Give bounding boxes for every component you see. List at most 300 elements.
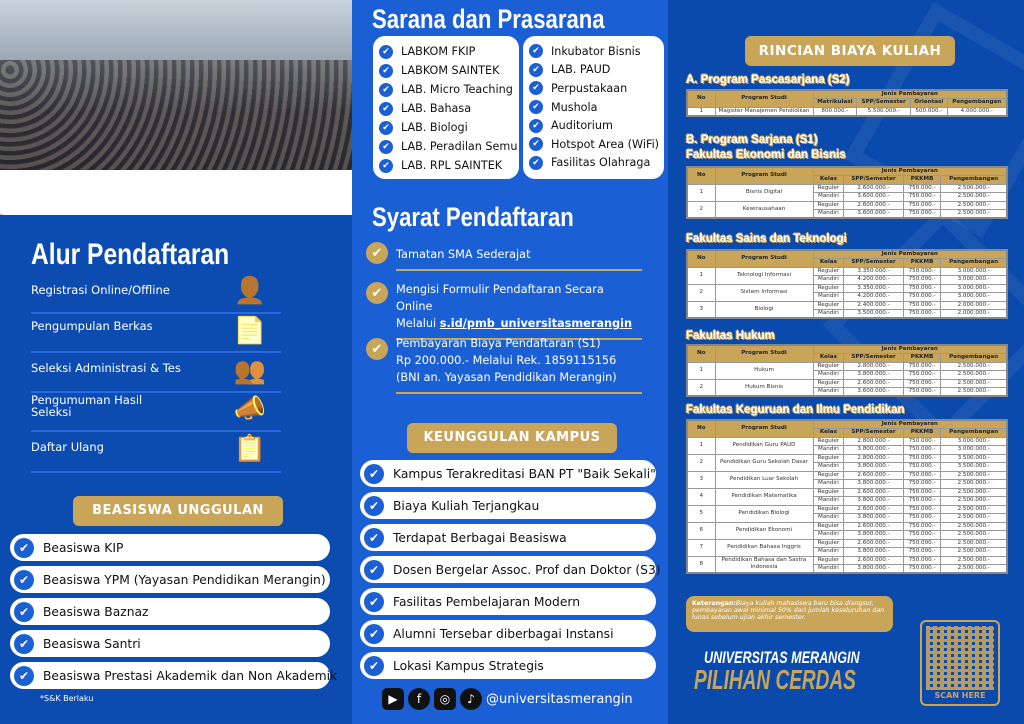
sarana-label: LAB. RPL SAINTEK <box>401 159 503 172</box>
fee-cell: 2.500.000.- <box>941 514 1007 523</box>
social-links <box>382 688 633 710</box>
program-name: Bisnis Digital <box>715 184 813 201</box>
table-cell: 1 <box>687 107 715 116</box>
fee-cell: 750.000.- <box>903 556 941 565</box>
fee-cell: Reguler <box>813 539 844 548</box>
tiktok-icon[interactable]: ♪ <box>460 688 482 710</box>
check-icon: ✔ <box>379 45 393 59</box>
program-name: Pendidikan Matematika <box>715 488 813 505</box>
program-name: Pendidikan Guru Sekolah Dasar <box>715 454 813 471</box>
program-no: 3 <box>687 471 715 488</box>
fee-cell: Reguler <box>813 379 844 388</box>
fee-cell: 2.800.000.- <box>844 362 903 371</box>
beasiswa-title: BEASISWA UNGGULAN <box>73 496 283 526</box>
table-header-row <box>687 345 1007 354</box>
program-name: Hukum Bisnis <box>715 379 813 396</box>
keunggulan-item <box>360 492 656 519</box>
header-jenis: Jenis Pembayaran <box>813 420 1007 429</box>
fee-cell: 3.800.000.- <box>844 497 903 506</box>
fee-cell: 750.000.- <box>903 362 941 371</box>
alur-step-label: Daftar Ulang <box>31 440 104 454</box>
table-row <box>687 454 1007 463</box>
fee-cell: 2.500.000.- <box>941 379 1007 388</box>
header-jenis: Jenis Pembayaran <box>813 90 1007 99</box>
faculty-heading: Fakultas Keguruan dan Ilmu Pendidikan <box>686 404 905 416</box>
program-no: 1 <box>687 437 715 454</box>
check-icon: ✔ <box>379 159 393 173</box>
header-prodi: Program Studi <box>715 250 813 267</box>
keunggulan-label: Lokasi Kampus Strategis <box>393 658 544 673</box>
header-no: No <box>687 167 715 184</box>
fee-cell: Reguler <box>813 284 844 293</box>
header-col: Pengembangan <box>941 354 1007 363</box>
fee-cell: Mandiri <box>813 388 844 397</box>
sarana-title: Sarana dan Prasarana <box>372 4 605 34</box>
fee-cell: 750.000.- <box>903 522 941 531</box>
header-col: Pengembangan <box>941 259 1007 268</box>
check-icon: ✔ <box>14 634 34 654</box>
faculty-heading: Fakultas Ekonomi dan Bisnis <box>686 149 846 161</box>
fee-cell: 2.500.000.- <box>941 548 1007 557</box>
sarana-item <box>529 116 664 135</box>
sarana-item <box>379 137 519 156</box>
keunggulan-label: Kampus Terakreditasi BAN PT "Baik Sekali" <box>393 466 656 481</box>
program-no: 5 <box>687 505 715 522</box>
sarana-list-right <box>523 36 664 179</box>
megaphone-icon: 📣 <box>233 394 267 424</box>
beasiswa-label: Beasiswa YPM (Yayasan Pendidikan Merangin) <box>43 572 326 587</box>
header-col: Kelas <box>813 259 844 268</box>
header-jenis: Jenis Pembayaran <box>813 167 1007 176</box>
header-col: Pengembangan <box>947 99 1007 108</box>
fee-cell: 2.500.000.- <box>941 184 1007 193</box>
header-col: Pengembangan <box>941 429 1007 438</box>
header-col: Kelas <box>813 429 844 438</box>
check-icon: ✔ <box>366 242 388 264</box>
sarana-label: Perpustakaan <box>551 81 628 95</box>
fee-cell: Reguler <box>813 267 844 276</box>
sarana-item <box>379 156 519 175</box>
fee-cell: 750.000.- <box>903 539 941 548</box>
facebook-icon[interactable]: f <box>408 688 430 710</box>
fee-cell: 2.500.000.- <box>941 531 1007 540</box>
fee-cell: 3.000.000.- <box>941 437 1007 446</box>
table-cell: 800.000.- <box>813 107 857 116</box>
header-no: No <box>687 250 715 267</box>
fee-cell: 2.500.000.- <box>941 539 1007 548</box>
fee-cell: 2.500.000.- <box>941 556 1007 565</box>
fee-cell: Reguler <box>813 437 844 446</box>
fee-cell: 2.500.000.- <box>941 488 1007 497</box>
fee-cell: Mandiri <box>813 548 844 557</box>
sarana-label: LAB. Biologi <box>401 121 468 134</box>
fee-cell: 2.500.000.- <box>941 193 1007 202</box>
keunggulan-item <box>360 588 656 615</box>
fee-cell: 3.600.000.- <box>844 193 903 202</box>
fee-cell: 2.500.000.- <box>941 362 1007 371</box>
table-row <box>687 379 1007 388</box>
fee-cell: 2.800.000.- <box>844 454 903 463</box>
header-prodi: Program Studi <box>715 420 813 437</box>
fee-cell: 750.000.- <box>903 488 941 497</box>
keunggulan-item <box>360 460 656 487</box>
fee-cell: 3.800.000.- <box>844 548 903 557</box>
fee-cell: 750.000.- <box>903 276 941 285</box>
table-row <box>687 184 1007 193</box>
header-col: PKKMB <box>903 259 941 268</box>
fee-cell: Reguler <box>813 556 844 565</box>
sarana-item <box>379 42 519 61</box>
fee-cell: 3.600.000.- <box>844 210 903 219</box>
keunggulan-label: Fasilitas Pembelajaran Modern <box>393 594 581 609</box>
registration-link[interactable]: s.id/pmb_universitasmerangin <box>439 317 633 330</box>
table-row <box>687 267 1007 276</box>
keterangan-note: Keterangan:Biaya kuliah mahasiswa baru bisa diangsur, pembayaran awal minimal 50% dari jumlah keseluruhan dan lunas sebelum ujian akhir semester. <box>686 596 893 632</box>
sarana-label: Fasilitas Olahraga <box>551 156 651 170</box>
keunggulan-item <box>360 556 661 583</box>
fee-cell: 2.600.000.- <box>844 184 903 193</box>
fee-cell: 750.000.- <box>903 210 941 219</box>
beasiswa-label: Beasiswa Prestasi Akademik dan Non Akademik <box>43 668 338 683</box>
faculty-fee-table <box>686 249 1008 319</box>
fee-cell: 3.000.000.- <box>941 267 1007 276</box>
fee-cell: 3.350.000.- <box>844 284 903 293</box>
form-icon: 📋 <box>233 434 267 464</box>
fee-cell: 2.600.000.- <box>844 471 903 480</box>
program-name: Sistem Informasi <box>715 284 813 301</box>
qr-code[interactable]: SCAN HERE <box>920 620 1000 706</box>
check-icon: ✔ <box>529 119 543 133</box>
fee-cell: Reguler <box>813 505 844 514</box>
fee-cell: 750.000.- <box>903 505 941 514</box>
fee-cell: Reguler <box>813 522 844 531</box>
header-jenis: Jenis Pembayaran <box>813 345 1007 354</box>
header-col: SPP/Semester <box>844 259 903 268</box>
s2-fee-table <box>686 89 1008 117</box>
program-name: Pendidikan Bahasa dan Sastra Indonesia <box>715 556 813 573</box>
check-icon: ✔ <box>366 282 388 304</box>
header-jenis: Jenis Pembayaran <box>813 250 1007 259</box>
fee-cell: Mandiri <box>813 463 844 472</box>
fee-cell: Reguler <box>813 454 844 463</box>
fee-cell: 4.200.000.- <box>844 293 903 302</box>
faculty-heading: Fakultas Sains dan Teknologi <box>686 233 847 245</box>
program-no: 2 <box>687 201 715 218</box>
beasiswa-label: Beasiswa Santri <box>43 636 141 651</box>
alur-step-label: Seleksi Administrasi & Tes <box>31 361 181 375</box>
header-col: PKKMB <box>903 354 941 363</box>
program-name: Kewirausahaan <box>715 201 813 218</box>
sarana-item <box>379 61 519 80</box>
header-col: SPP/Semester <box>844 176 903 185</box>
check-icon: ✔ <box>529 81 543 95</box>
fee-cell: 750.000.- <box>903 284 941 293</box>
sarana-label: LAB. Bahasa <box>401 102 472 115</box>
fee-cell: 2.600.000.- <box>844 379 903 388</box>
fee-cell: 4.200.000.- <box>844 276 903 285</box>
table-row <box>687 488 1007 497</box>
fee-cell: 3.800.000.- <box>844 514 903 523</box>
beasiswa-item <box>10 662 338 689</box>
fee-cell: 2.000.000.- <box>941 301 1007 310</box>
fee-cell: 2.500.000.- <box>941 471 1007 480</box>
program-no: 7 <box>687 539 715 556</box>
fee-cell: 2.600.000.- <box>844 201 903 210</box>
keunggulan-label: Biaya Kuliah Terjangkau <box>393 498 540 513</box>
keunggulan-label: Terdapat Berbagai Beasiswa <box>393 530 567 545</box>
syarat-item: Tamatan SMA Sederajat <box>396 246 642 271</box>
fee-cell: 3.800.000.- <box>844 480 903 489</box>
fee-cell: 750.000.- <box>903 454 941 463</box>
middle-panel <box>352 0 668 724</box>
fee-cell: 3.000.000.- <box>941 446 1007 455</box>
fee-cell: 2.600.000.- <box>844 522 903 531</box>
table-cell: 5.500.000.- <box>857 107 911 116</box>
sarana-item <box>529 154 664 173</box>
fee-cell: 750.000.- <box>903 446 941 455</box>
keunggulan-item <box>360 620 656 647</box>
check-icon: ✔ <box>529 156 543 170</box>
table-row <box>687 107 1007 116</box>
check-icon: ✔ <box>14 538 34 558</box>
beasiswa-item <box>10 534 330 561</box>
fee-cell: 3.000.000.- <box>941 276 1007 285</box>
check-icon: ✔ <box>529 137 543 151</box>
fee-cell: 750.000.- <box>903 497 941 506</box>
fee-cell: 750.000.- <box>903 531 941 540</box>
check-icon: ✔ <box>379 140 393 154</box>
program-no: 2 <box>687 284 715 301</box>
program-name: Pendidikan Ekonomi <box>715 522 813 539</box>
keunggulan-label: Dosen Bergelar Assoc. Prof dan Doktor (S3) <box>393 562 661 577</box>
people-selection-icon: 👥 <box>233 356 267 386</box>
table-cell: 500.000.- <box>911 107 947 116</box>
program-no: 3 <box>687 301 715 318</box>
sarana-item <box>529 98 664 117</box>
s2-heading: A. Program Pascasarjana (S2) <box>686 74 850 86</box>
fee-cell: 2.500.000.- <box>941 201 1007 210</box>
alur-step-label: Pengumuman Hasil Seleksi <box>31 393 143 419</box>
fee-cell: 3.600.000.- <box>844 388 903 397</box>
fee-cell: 750.000.- <box>903 548 941 557</box>
beasiswa-label: Beasiswa Baznaz <box>43 604 149 619</box>
fee-cell: 2.600.000.- <box>844 556 903 565</box>
document-icon: 📄 <box>233 316 267 346</box>
alur-title: Alur Pendaftaran <box>31 238 230 271</box>
fee-cell: Reguler <box>813 471 844 480</box>
table-cell: Magister Manajemen Pendidikan <box>715 107 813 116</box>
program-no: 6 <box>687 522 715 539</box>
fee-cell: Mandiri <box>813 480 844 489</box>
fee-cell: 2.000.000.- <box>941 310 1007 319</box>
header-col: Kelas <box>813 176 844 185</box>
check-icon: ✔ <box>529 100 543 114</box>
left-panel <box>0 0 352 724</box>
sarana-item <box>529 79 664 98</box>
faculty-heading: Fakultas Hukum <box>686 330 775 342</box>
sarana-list-left <box>373 36 519 179</box>
program-no: 8 <box>687 556 715 573</box>
keunggulan-title: KEUNGGULAN KAMPUS <box>407 423 617 453</box>
fee-cell: 3.000.000.- <box>941 284 1007 293</box>
beasiswa-item <box>10 630 330 657</box>
fee-cell: 750.000.- <box>903 267 941 276</box>
sarana-item <box>379 80 519 99</box>
fee-cell: Mandiri <box>813 210 844 219</box>
brand-name: UNIVERSITAS MERANGIN <box>704 648 860 667</box>
keunggulan-item <box>360 524 656 551</box>
table-header-row <box>687 250 1007 259</box>
beasiswa-label: Beasiswa KIP <box>43 540 124 555</box>
program-no: 4 <box>687 488 715 505</box>
check-icon: ✔ <box>366 338 388 360</box>
table-cell: 4.000.000.- <box>947 107 1007 116</box>
fee-cell: Mandiri <box>813 371 844 380</box>
table-header-row <box>687 167 1007 176</box>
fee-cell: 750.000.- <box>903 184 941 193</box>
fee-cell: Reguler <box>813 362 844 371</box>
sarana-item <box>529 135 664 154</box>
check-icon: ✔ <box>379 121 393 135</box>
fee-cell: 750.000.- <box>903 201 941 210</box>
table-row <box>687 556 1007 565</box>
table-row <box>687 362 1007 371</box>
table-row <box>687 437 1007 446</box>
keunggulan-label: Alumni Tersebar diberbagai Instansi <box>393 626 614 641</box>
sarana-label: Hotspot Area (WiFi) <box>551 137 660 151</box>
program-name: Pendidikan Bahasa Inggris <box>715 539 813 556</box>
brand-tagline: PILIHAN CERDAS <box>694 664 856 695</box>
header-no: No <box>687 90 715 107</box>
fee-cell: Mandiri <box>813 276 844 285</box>
fee-cell: 750.000.- <box>903 301 941 310</box>
table-row <box>687 505 1007 514</box>
fee-cell: Mandiri <box>813 293 844 302</box>
fee-cell: Mandiri <box>813 565 844 574</box>
program-name: Pendidikan Guru PAUD <box>715 437 813 454</box>
fee-cell: 2.600.000.- <box>844 488 903 497</box>
fee-cell: 2.600.000.- <box>844 505 903 514</box>
table-row <box>687 301 1007 310</box>
check-icon: ✔ <box>364 656 384 676</box>
sarana-label: Auditorium <box>551 119 613 133</box>
fee-cell: 750.000.- <box>903 379 941 388</box>
sarana-label: LABKOM FKIP <box>401 45 476 58</box>
fee-cell: 3.500.000.- <box>844 310 903 319</box>
faculty-fee-table <box>686 344 1008 397</box>
fee-cell: Mandiri <box>813 497 844 506</box>
alur-step-label: Registrasi Online/Offline <box>31 283 170 297</box>
sarana-item <box>529 42 664 61</box>
fee-cell: 2.500.000.- <box>941 371 1007 380</box>
fee-cell: Reguler <box>813 201 844 210</box>
table-row <box>687 539 1007 548</box>
fee-cell: Reguler <box>813 184 844 193</box>
fee-cell: 750.000.- <box>903 471 941 480</box>
fee-cell: 2.400.000.- <box>844 301 903 310</box>
check-icon: ✔ <box>364 624 384 644</box>
header-col: SPP/Semester <box>844 354 903 363</box>
beasiswa-item <box>10 598 330 625</box>
table-row <box>687 522 1007 531</box>
header-col: SPP/Semester <box>857 99 911 108</box>
instagram-icon[interactable]: ◎ <box>434 688 456 710</box>
fee-cell: Mandiri <box>813 310 844 319</box>
check-icon: ✔ <box>14 570 34 590</box>
check-icon: ✔ <box>379 83 393 97</box>
check-icon: ✔ <box>364 560 384 580</box>
fee-cell: 750.000.- <box>903 480 941 489</box>
keunggulan-item <box>360 652 656 679</box>
table-row <box>687 471 1007 480</box>
user-edit-icon: 👤 <box>233 276 267 306</box>
header-prodi: Program Studi <box>715 345 813 362</box>
fee-cell: 2.500.000.- <box>941 497 1007 506</box>
header-col: PKKMB <box>903 429 941 438</box>
fee-cell: Mandiri <box>813 514 844 523</box>
program-name: Teknologi Informasi <box>715 267 813 284</box>
check-icon: ✔ <box>14 666 34 686</box>
fee-cell: Mandiri <box>813 531 844 540</box>
program-name: Biologi <box>715 301 813 318</box>
fee-cell: 2.500.000.- <box>941 565 1007 574</box>
fee-cell: 2.500.000.- <box>941 210 1007 219</box>
check-icon: ✔ <box>529 63 543 77</box>
fee-cell: 3.500.000.- <box>941 463 1007 472</box>
sarana-label: Mushola <box>551 100 598 114</box>
check-icon: ✔ <box>364 592 384 612</box>
fee-cell: 3.500.000.- <box>941 454 1007 463</box>
fee-cell: 3.800.000.- <box>844 565 903 574</box>
fee-cell: Mandiri <box>813 446 844 455</box>
sarana-label: LABKOM SAINTEK <box>401 64 500 77</box>
fee-cell: Reguler <box>813 301 844 310</box>
header-col: Kelas <box>813 354 844 363</box>
social-handle: @universitasmerangin <box>486 691 633 707</box>
header-no: No <box>687 345 715 362</box>
header-col: Orientasi <box>911 99 947 108</box>
beasiswa-item <box>10 566 330 593</box>
syarat-item: Mengisi Formulir Pendaftaran Secara Online Melalui s.id/pmb_universitasmerangin <box>396 281 642 340</box>
program-no: 2 <box>687 454 715 471</box>
program-no: 1 <box>687 267 715 284</box>
sarana-item <box>379 99 519 118</box>
fee-cell: 750.000.- <box>903 565 941 574</box>
program-name: Hukum <box>715 362 813 379</box>
fee-cell: 3.800.000.- <box>844 371 903 380</box>
footnote: *S&K Berlaku <box>40 694 94 703</box>
check-icon: ✔ <box>14 602 34 622</box>
check-icon: ✔ <box>364 464 384 484</box>
alur-step-label: Pengumpulan Berkas <box>31 319 153 333</box>
syarat-title: Syarat Pendaftaran <box>372 202 574 232</box>
fee-cell: Mandiri <box>813 193 844 202</box>
fee-cell: 3.000.000.- <box>941 293 1007 302</box>
sarana-label: LAB. Peradilan Semu <box>401 140 518 153</box>
header-col: Pengembangan <box>941 176 1007 185</box>
fee-cell: 750.000.- <box>903 193 941 202</box>
faculty-fee-table <box>686 166 1008 219</box>
fee-cell: 750.000.- <box>903 293 941 302</box>
sarana-item <box>379 118 519 137</box>
fee-cell: 750.000.- <box>903 310 941 319</box>
fee-cell: Reguler <box>813 488 844 497</box>
fee-cell: 2.500.000.- <box>941 522 1007 531</box>
youtube-icon[interactable]: ▶ <box>382 688 404 710</box>
fee-cell: 2.500.000.- <box>941 505 1007 514</box>
fee-cell: 3.800.000.- <box>844 463 903 472</box>
header-prodi: Program Studi <box>715 167 813 184</box>
